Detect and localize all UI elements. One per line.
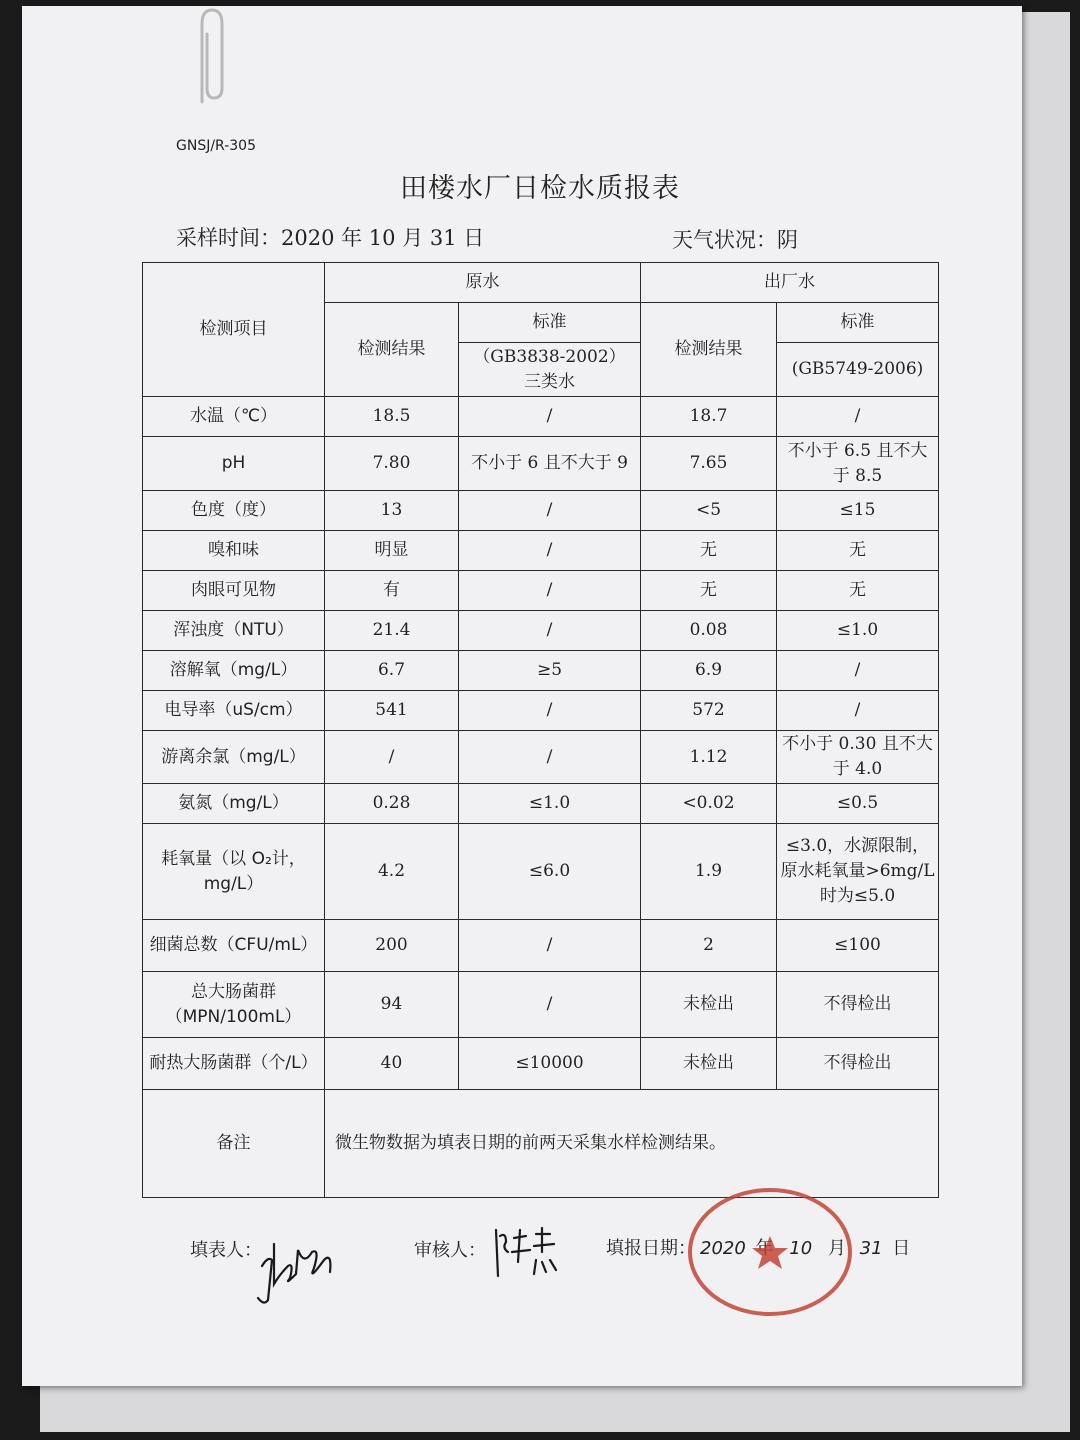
filler-signature bbox=[254, 1226, 338, 1306]
table-row bbox=[143, 611, 939, 651]
reviewer-signature bbox=[490, 1222, 562, 1282]
raw-result-cell: 6.7 bbox=[325, 651, 459, 691]
out-result-cell: 未检出 bbox=[641, 972, 777, 1038]
table-row bbox=[143, 784, 939, 824]
weather bbox=[672, 224, 798, 254]
table-row bbox=[143, 824, 939, 920]
item-cell: 游离余氯（mg/L） bbox=[143, 731, 325, 784]
item-cell: 嗅和味 bbox=[143, 531, 325, 571]
out-standard-cell: 无 bbox=[777, 571, 939, 611]
out-standard-cell: ≤1.0 bbox=[777, 611, 939, 651]
out-standard-cell: 不得检出 bbox=[777, 1038, 939, 1090]
item-cell: 色度（度） bbox=[143, 491, 325, 531]
raw-result-cell: 200 bbox=[325, 920, 459, 972]
header-raw-result: 检测结果 bbox=[325, 303, 459, 397]
out-result-cell: 无 bbox=[641, 531, 777, 571]
raw-result-cell: / bbox=[325, 731, 459, 784]
raw-standard-cell: ≥5 bbox=[459, 651, 641, 691]
out-result-cell: 572 bbox=[641, 691, 777, 731]
header-raw-water: 原水 bbox=[325, 263, 641, 303]
header-raw-standard-code bbox=[459, 343, 641, 397]
item-cell: 耐热大肠菌群（个/L） bbox=[143, 1038, 325, 1090]
raw-standard-cell: ≤1.0 bbox=[459, 784, 641, 824]
out-standard-cell: / bbox=[777, 691, 939, 731]
raw-result-cell: 4.2 bbox=[325, 824, 459, 920]
out-result-cell: 未检出 bbox=[641, 1038, 777, 1090]
raw-result-cell: 40 bbox=[325, 1038, 459, 1090]
out-result-cell: 0.08 bbox=[641, 611, 777, 651]
raw-result-cell: 541 bbox=[325, 691, 459, 731]
out-standard-cell: / bbox=[777, 397, 939, 437]
sampling-time bbox=[176, 222, 484, 252]
page-title: 田楼水厂日检水质报表 bbox=[400, 173, 680, 204]
out-result-cell: 6.9 bbox=[641, 651, 777, 691]
out-result-cell: <0.02 bbox=[641, 784, 777, 824]
out-result-cell: 1.12 bbox=[641, 731, 777, 784]
fill-year: 2020 bbox=[700, 1238, 746, 1259]
header-item: 检测项目 bbox=[143, 263, 325, 397]
out-standard-cell: ≤100 bbox=[777, 920, 939, 972]
sampling-time-label: 采样时间： bbox=[176, 226, 281, 250]
raw-result-cell: 明显 bbox=[325, 531, 459, 571]
raw-result-cell: 21.4 bbox=[325, 611, 459, 651]
table-row bbox=[143, 531, 939, 571]
raw-standard-code: （GB3838-2002） bbox=[473, 346, 626, 367]
header-out-standard-code: (GB5749-2006) bbox=[777, 343, 939, 397]
table-row bbox=[143, 1038, 939, 1090]
raw-result-cell: 7.80 bbox=[325, 437, 459, 491]
raw-result-cell: 18.5 bbox=[325, 397, 459, 437]
fill-month: 10 bbox=[789, 1238, 813, 1259]
remark-text: 微生物数据为填表日期的前两天采集水样检测结果。 bbox=[325, 1090, 939, 1198]
out-standard-cell: ≤0.5 bbox=[777, 784, 939, 824]
table-row bbox=[143, 437, 939, 491]
out-result-cell: <5 bbox=[641, 491, 777, 531]
out-result-cell: 1.9 bbox=[641, 824, 777, 920]
item-cell: 电导率（uS/cm） bbox=[143, 691, 325, 731]
table-row bbox=[143, 397, 939, 437]
raw-standard-class: 三类水 bbox=[524, 371, 575, 392]
raw-result-cell: 有 bbox=[325, 571, 459, 611]
remark-label: 备注 bbox=[143, 1090, 325, 1198]
out-standard-cell: 无 bbox=[777, 531, 939, 571]
table-row bbox=[143, 571, 939, 611]
raw-standard-cell: / bbox=[459, 397, 641, 437]
out-standard-cell: 不小于 6.5 且不大于 8.5 bbox=[777, 437, 939, 491]
item-cell: 水温（℃） bbox=[143, 397, 325, 437]
table-row bbox=[143, 691, 939, 731]
raw-result-cell: 0.28 bbox=[325, 784, 459, 824]
out-standard-cell: ≤15 bbox=[777, 491, 939, 531]
item-cell: 溶解氧（mg/L） bbox=[143, 651, 325, 691]
weather-label: 天气状况： bbox=[672, 228, 777, 252]
water-quality-table bbox=[142, 262, 939, 1198]
sampling-time-value: 2020 年 10 月 31 日 bbox=[281, 226, 485, 250]
item-cell: pH bbox=[143, 437, 325, 491]
raw-standard-cell: ≤6.0 bbox=[459, 824, 641, 920]
raw-result-cell: 94 bbox=[325, 972, 459, 1038]
table-row bbox=[143, 491, 939, 531]
out-result-cell: 18.7 bbox=[641, 397, 777, 437]
out-result-cell: 7.65 bbox=[641, 437, 777, 491]
header-raw-standard: 标准 bbox=[459, 303, 641, 343]
document-code: GNSJ/R-305 bbox=[176, 138, 256, 154]
raw-result-cell: 13 bbox=[325, 491, 459, 531]
paper-clip-icon bbox=[192, 4, 228, 108]
out-result-cell: 2 bbox=[641, 920, 777, 972]
fill-date-label: 填报日期： bbox=[606, 1238, 696, 1259]
raw-standard-cell: / bbox=[459, 920, 641, 972]
raw-standard-cell: / bbox=[459, 491, 641, 531]
month-unit: 月 bbox=[827, 1238, 846, 1259]
day-unit: 日 bbox=[892, 1238, 911, 1259]
raw-standard-cell: / bbox=[459, 691, 641, 731]
table-row bbox=[143, 972, 939, 1038]
item-cell: 总大肠菌群（MPN/100mL） bbox=[143, 972, 325, 1038]
item-cell: 耗氧量（以 O₂计，mg/L） bbox=[143, 824, 325, 920]
official-seal-stamp bbox=[684, 1184, 856, 1320]
raw-standard-cell: / bbox=[459, 731, 641, 784]
weather-value: 阴 bbox=[777, 228, 798, 252]
header-output-water: 出厂水 bbox=[641, 263, 939, 303]
fill-day: 31 bbox=[859, 1238, 883, 1259]
table-body bbox=[143, 397, 939, 1090]
filler-label: 填表人： bbox=[190, 1240, 262, 1261]
raw-standard-cell: 不小于 6 且不大于 9 bbox=[459, 437, 641, 491]
item-cell: 肉眼可见物 bbox=[143, 571, 325, 611]
raw-standard-cell: / bbox=[459, 571, 641, 611]
raw-standard-cell: ≤10000 bbox=[459, 1038, 641, 1090]
raw-standard-cell: / bbox=[459, 972, 641, 1038]
table-row bbox=[143, 920, 939, 972]
header-out-standard: 标准 bbox=[777, 303, 939, 343]
out-result-cell: 无 bbox=[641, 571, 777, 611]
out-standard-cell: ≤3.0，水源限制，原水耗氧量>6mg/L 时为≤5.0 bbox=[777, 824, 939, 920]
out-standard-cell: / bbox=[777, 651, 939, 691]
raw-standard-cell: / bbox=[459, 611, 641, 651]
table-row bbox=[143, 651, 939, 691]
item-cell: 细菌总数（CFU/mL） bbox=[143, 920, 325, 972]
out-standard-cell: 不小于 0.30 且不大于 4.0 bbox=[777, 731, 939, 784]
item-cell: 氨氮（mg/L） bbox=[143, 784, 325, 824]
raw-standard-cell: / bbox=[459, 531, 641, 571]
item-cell: 浑浊度（NTU） bbox=[143, 611, 325, 651]
header-out-result: 检测结果 bbox=[641, 303, 777, 397]
table-row bbox=[143, 731, 939, 784]
reviewer-label: 审核人： bbox=[414, 1240, 486, 1261]
out-standard-cell: 不得检出 bbox=[777, 972, 939, 1038]
